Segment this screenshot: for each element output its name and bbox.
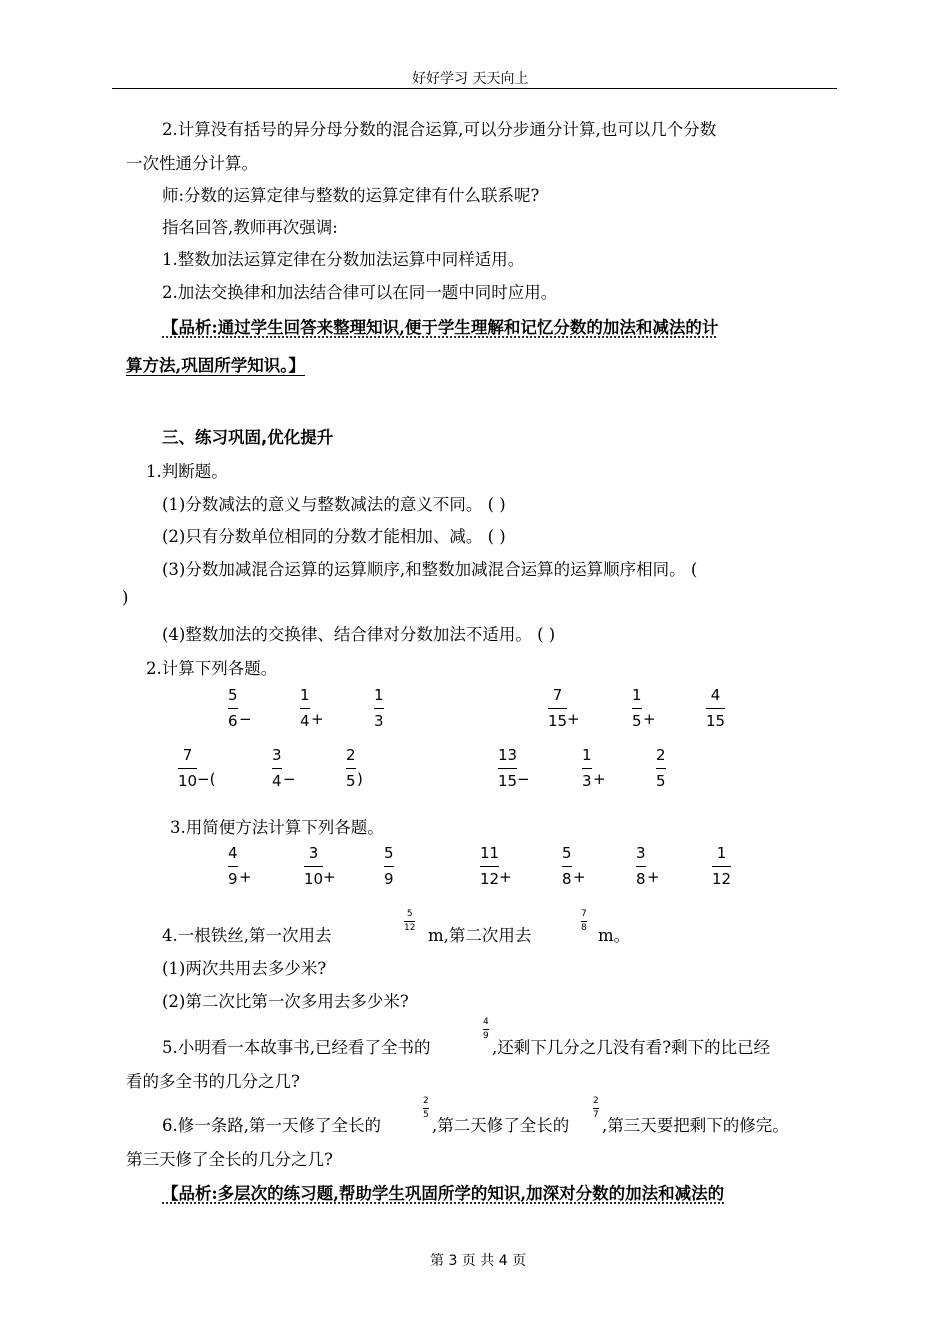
numerator: 7 — [182, 746, 193, 764]
operator: + — [593, 770, 606, 788]
numerator: 5 — [406, 909, 413, 919]
denominator: 5 — [346, 772, 356, 790]
denominator: 15 — [498, 772, 518, 790]
judge-item: (1)分数减法的意义与整数减法的意义不同。 ( ) — [162, 495, 506, 514]
fraction — [480, 846, 499, 887]
operator: + — [499, 868, 512, 886]
fraction — [656, 748, 666, 789]
fraction — [636, 846, 646, 887]
denominator: 3 — [582, 772, 592, 790]
operator: + — [643, 710, 656, 728]
judge-item: (2)只有分数单位相同的分数才能相加、减。 ( ) — [162, 527, 506, 546]
question-text: 4.一根铁丝,第一次用去 — [162, 926, 332, 945]
numerator: 3 — [308, 844, 319, 862]
question-text: m,第二次用去 — [428, 926, 532, 945]
denominator: 15 — [548, 712, 568, 730]
numerator: 1 — [632, 686, 642, 704]
analysis-note: 【品析:通过学生回答来整理知识,便于学生理解和记忆分数的加法和减法的计 — [162, 318, 719, 337]
numerator: 5 — [384, 844, 394, 862]
operator: −( — [197, 770, 216, 788]
denominator: 8 — [581, 923, 587, 933]
numerator: 1 — [582, 746, 592, 764]
fraction — [498, 748, 517, 789]
fraction — [178, 748, 197, 789]
denominator: 5 — [632, 712, 642, 730]
denominator: 9 — [384, 870, 394, 888]
numerator: 1 — [300, 686, 310, 704]
denominator: 15 — [706, 712, 726, 730]
judge-item: ) — [122, 588, 129, 607]
fraction — [712, 846, 731, 887]
numerator: 2 — [656, 746, 666, 764]
denominator: 8 — [562, 870, 572, 888]
question-text: 6.修一条路,第一天修了全长的 — [162, 1116, 381, 1135]
analysis-note: 算方法,巩固所学知识。】 — [126, 356, 305, 375]
denominator: 5 — [656, 772, 666, 790]
denominator: 10 — [178, 772, 198, 790]
denominator: 5 — [423, 1110, 429, 1120]
question-text: 第三天修了全长的几分之几? — [126, 1150, 333, 1169]
fraction — [228, 688, 238, 729]
operator: − — [283, 770, 296, 788]
page-footer: 第 3 页 共 4 页 — [430, 1253, 527, 1269]
fraction — [404, 910, 415, 933]
fraction — [632, 688, 642, 729]
numerator: 11 — [480, 844, 500, 862]
operator: + — [567, 710, 580, 728]
para-line: 师:分数的运算定律与整数的运算定律有什么联系呢? — [162, 186, 540, 205]
operator: + — [573, 868, 586, 886]
operator: + — [647, 868, 660, 886]
denominator: 4 — [272, 772, 282, 790]
operator: − — [517, 770, 530, 788]
numerator: 13 — [498, 746, 518, 764]
judge-item: (4)整数加法的交换律、结合律对分数加法不适用。 ( ) — [162, 625, 556, 644]
fraction — [228, 846, 238, 887]
operator: + — [323, 868, 336, 886]
denominator: 9 — [483, 1031, 489, 1041]
fraction — [562, 846, 572, 887]
question-text: ,第二天修了全长的 — [432, 1116, 570, 1135]
denominator: 7 — [593, 1110, 599, 1120]
fraction — [483, 1018, 489, 1041]
denominator: 4 — [300, 712, 310, 730]
denominator: 6 — [228, 712, 238, 730]
question-text: 5.小明看一本故事书,已经看了全书的 — [162, 1038, 431, 1057]
numerator: 2 — [423, 1096, 429, 1106]
judge-item: (3)分数加减混合运算的运算顺序,和整数加减混合运算的运算顺序相同。 ( — [162, 560, 698, 579]
numerator: 4 — [710, 686, 721, 704]
numerator: 3 — [636, 844, 646, 862]
fraction — [384, 846, 394, 887]
fraction — [593, 1097, 599, 1120]
question-sub: (1)两次共用去多少米? — [162, 959, 327, 978]
numerator: 1 — [374, 686, 384, 704]
header-rule — [112, 88, 837, 89]
fraction — [706, 688, 725, 729]
para-line: 指名回答,教师再次强调: — [162, 218, 338, 237]
denominator: 12 — [712, 870, 732, 888]
fraction — [548, 688, 567, 729]
numerator: 2 — [346, 746, 356, 764]
question-title: 3.用简便方法计算下列各题。 — [170, 818, 384, 837]
denominator: 12 — [404, 923, 416, 933]
operator: + — [311, 710, 324, 728]
para-line: 1.整数加法运算定律在分数加法运算中同样适用。 — [162, 250, 525, 269]
question-title: 1.判断题。 — [146, 462, 228, 481]
fraction — [374, 688, 384, 729]
fraction — [346, 748, 356, 789]
fraction — [581, 910, 587, 933]
denominator: 10 — [304, 870, 324, 888]
denominator: 8 — [636, 870, 646, 888]
fraction — [582, 748, 592, 789]
numerator: 4 — [228, 844, 238, 862]
para-line: 2.计算没有括号的异分母分数的混合运算,可以分步通分计算,也可以几个分数 — [162, 120, 717, 139]
denominator: 12 — [480, 870, 500, 888]
question-text: ,还剩下几分之几没有看?剩下的比已经 — [492, 1038, 771, 1057]
numerator: 7 — [581, 909, 587, 919]
analysis-note: 【品析:多层次的练习题,帮助学生巩固所学的知识,加深对分数的加法和减法的 — [162, 1184, 725, 1203]
operator: − — [239, 710, 252, 728]
denominator: 3 — [374, 712, 384, 730]
fraction — [272, 748, 282, 789]
fraction — [304, 846, 323, 887]
section-title: 三、练习巩固,优化提升 — [162, 428, 334, 447]
question-sub: (2)第二次比第一次多用去多少米? — [162, 992, 409, 1011]
question-text: 看的多全书的几分之几? — [126, 1072, 300, 1091]
numerator: 5 — [562, 844, 572, 862]
operator: ) — [357, 770, 363, 788]
numerator: 7 — [552, 686, 563, 704]
numerator: 4 — [483, 1017, 489, 1027]
fraction — [423, 1097, 429, 1120]
page-header: 好好学习 天天向上 — [412, 71, 529, 87]
denominator: 9 — [228, 870, 238, 888]
numerator: 2 — [593, 1096, 599, 1106]
fraction — [300, 688, 310, 729]
operator: + — [239, 868, 252, 886]
para-line: 一次性通分计算。 — [126, 154, 258, 173]
numerator: 3 — [272, 746, 282, 764]
para-line: 2.加法交换律和加法结合律可以在同一题中同时应用。 — [162, 283, 558, 302]
question-title: 2.计算下列各题。 — [146, 659, 278, 678]
numerator: 5 — [228, 686, 238, 704]
numerator: 1 — [716, 844, 727, 862]
question-text: m。 — [598, 926, 631, 945]
question-text: ,第三天要把剩下的修完。 — [602, 1116, 789, 1135]
